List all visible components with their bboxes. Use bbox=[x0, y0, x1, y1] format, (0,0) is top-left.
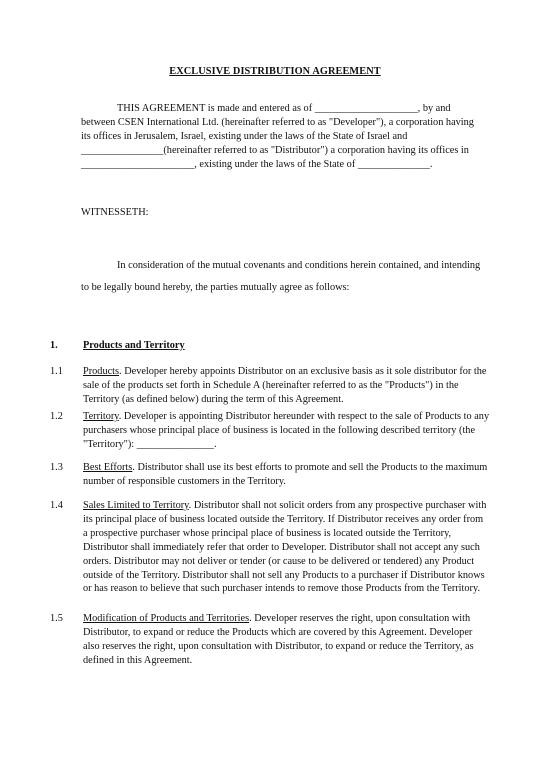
section-heading bbox=[50, 340, 185, 351]
clause-number: 1.2 bbox=[50, 411, 63, 422]
clause-text: . Developer reserves the right, upon consultation with Distributor, to expand or reduce the Products which are covered by this Agreement. Developer also reserves the right, upon consultation with Distributor, to expand or reduce the Territory, as defined in this Agreement. bbox=[83, 613, 474, 666]
clause-text: . Developer hereby appoints Distributor on an exclusive basis as it sole distributor for the sale of the products set forth in Schedule A (hereinafter referred to as the "Products") in the Territory (as defined below) during the term of this Agreement. bbox=[83, 366, 487, 405]
clause-title: Sales Limited to Territory bbox=[83, 500, 189, 511]
clause-1-1 bbox=[50, 365, 490, 407]
section-number: 1. bbox=[50, 340, 58, 351]
intro-paragraph bbox=[81, 102, 483, 172]
intro-text: THIS AGREEMENT is made and entered as of ____________________, by and between CSEN International Ltd. (hereinafter referred to as "Developer"), a corporation having its offices in Jerusalem, Israel, existing under the laws of the State of Israel and ________________(hereinafter referred to as "Distributor") a corporation having its offices in ______________________, existing under the laws of the State of ______________. bbox=[81, 103, 474, 170]
witnesseth-heading: WITNESSETH: bbox=[81, 207, 149, 218]
clause-title: Modification of Products and Territories bbox=[83, 613, 250, 624]
clause-number: 1.4 bbox=[50, 500, 63, 511]
clause-number: 1.1 bbox=[50, 366, 63, 377]
clause-1-2 bbox=[50, 410, 490, 452]
clause-number: 1.3 bbox=[50, 462, 63, 473]
clause-text: . Developer is appointing Distributor hereunder with respect to the sale of Products to any purchasers whose principal place of business is located in the following described territory (the "Territory"): _______________. bbox=[83, 411, 490, 450]
clause-title: Products bbox=[83, 366, 120, 377]
clause-1-3 bbox=[50, 461, 490, 489]
clause-title: Territory bbox=[83, 411, 119, 422]
consideration-paragraph bbox=[81, 255, 483, 299]
clause-text: . Distributor shall not solicit orders from any prospective purchaser with its principal place of business located outside the Territory. If Distributor receives any order from a prospective purchaser whose principal place of business is located outside the Territory, Distributor shall immediately refer that order to Developer. Distributor shall not accept any such orders. Distributor may not deliver or tender (or cause to be delivered or tendered) any Product outside of the Territory. Distributor shall not sell any Products to a purchaser if Distributor knows or has reason to believe that such purchaser intends to remove those Products from the Territory. bbox=[83, 500, 487, 595]
document-title: EXCLUSIVE DISTRIBUTION AGREEMENT bbox=[169, 66, 381, 77]
section-title: Products and Territory bbox=[83, 340, 185, 351]
clause-text: . Distributor shall use its best efforts to promote and sell the Products to the maximum number of responsible customers in the Territory. bbox=[83, 462, 488, 487]
clause-1-5 bbox=[50, 612, 490, 668]
consideration-text: In consideration of the mutual covenants and conditions herein contained, and intending to be legally bound hereby, the parties mutually agree as follows: bbox=[81, 260, 481, 293]
clause-title: Best Efforts bbox=[83, 462, 133, 473]
clause-1-4 bbox=[50, 499, 490, 596]
clause-number: 1.5 bbox=[50, 613, 63, 624]
